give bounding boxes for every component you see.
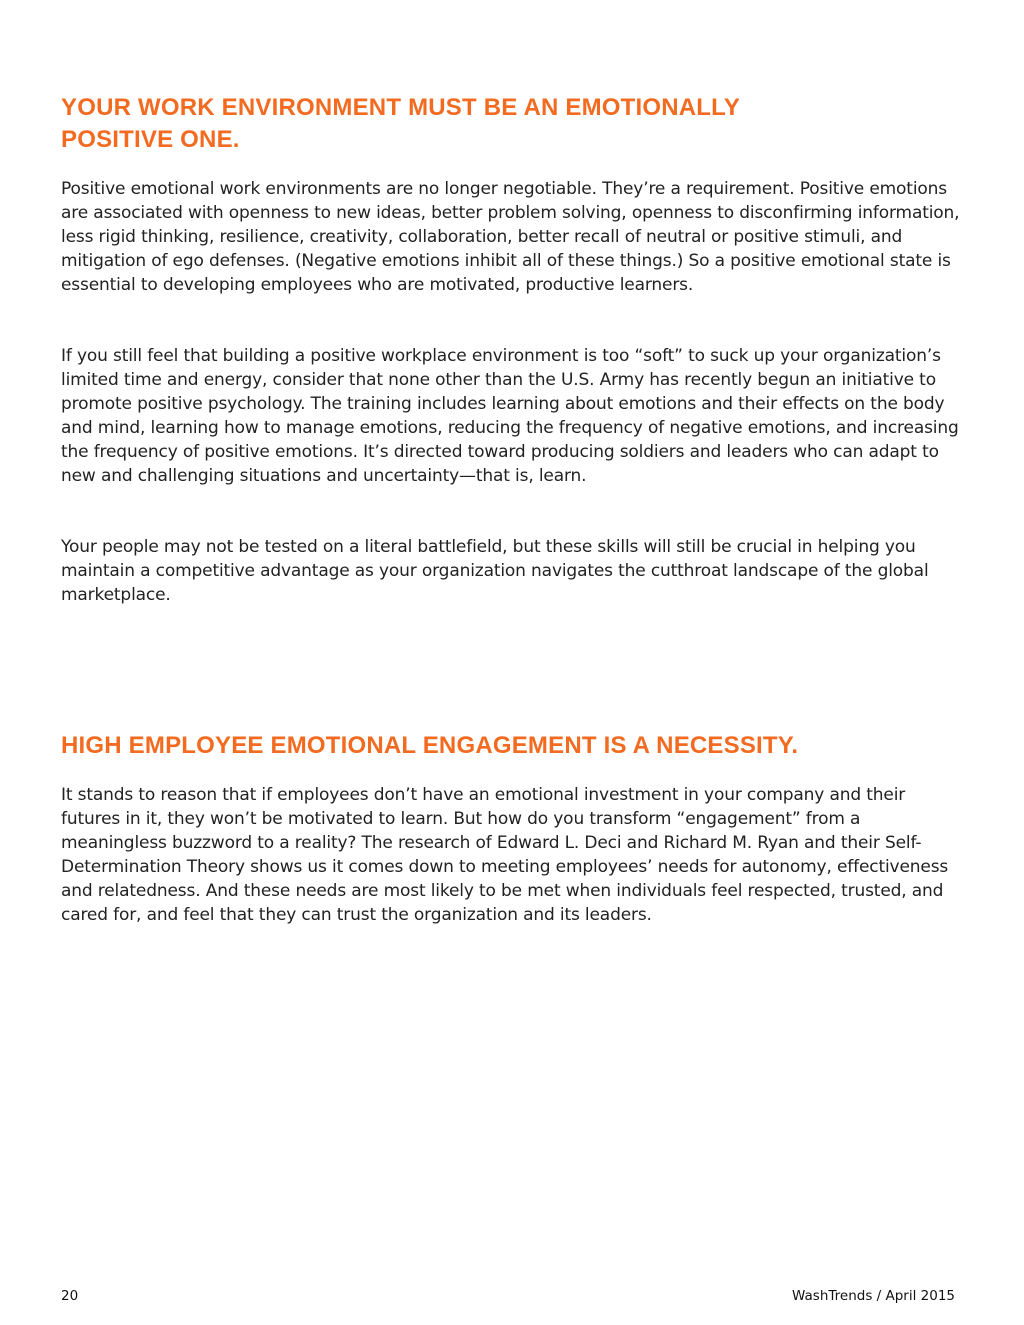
paragraph-us-army: If you still feel that building a positive workplace environment is too “soft” to suck up your organization’s limited time and energy, consider that none other than the U.S. Army has recently begun an initiative to promote positive psychology. The training includes learning about emotions and their effects on the body and mind, learning how to manage emotions, reducing the frequency of negative emotions, and increasing the frequency of positive emotions. It’s directed toward producing soldiers and leaders who can adapt to new and challenging situations and uncertainty—that is, learn. xyxy=(61,346,959,486)
publication-info: WashTrends / April 2015 xyxy=(792,1288,955,1304)
page-number: 20 xyxy=(61,1288,79,1304)
section-heading-engagement: HIGH EMPLOYEE EMOTIONAL ENGAGEMENT IS A NECESSITY. xyxy=(61,732,799,759)
paragraph-engagement: It stands to reason that if employees don’t have an emotional investment in your company and their futures in it, they won’t be motivated to learn. But how do you transform “engagement” from a meaningless buzzword to a reality? The research of Edward L. Deci and Richard M. Ryan and their Self-Determination Theory shows us it comes down to meeting employees’ needs for autonomy, effectiveness and relatedness. And these needs are most likely to be met when individuals feel respected, trusted, and cared for, and feel that they can trust the organization and its leaders. xyxy=(61,785,949,925)
section-heading-positive-environment xyxy=(61,92,961,156)
paragraph-battlefield: Your people may not be tested on a literal battlefield, but these skills will still be crucial in helping you maintain a competitive advantage as your organization navigates the cutthroat landscape of the global marketplace. xyxy=(61,537,929,605)
heading-line-1: YOUR WORK ENVIRONMENT MUST BE AN EMOTIONALLY xyxy=(61,94,741,121)
heading-line-2: POSITIVE ONE. xyxy=(61,126,240,153)
paragraph-positive-environments: Positive emotional work environments are no longer negotiable. They’re a requirement. Positive emotions are associated with openness to new ideas, better problem solving, openness to disconfirming information, less rigid thinking, resilience, creativity, collaboration, better recall of neutral or positive stimuli, and mitigation of ego defenses. (Negative emotions inhibit all of these things.) So a positive emotional state is essential to developing employees who are motivated, productive learners. xyxy=(61,179,960,295)
